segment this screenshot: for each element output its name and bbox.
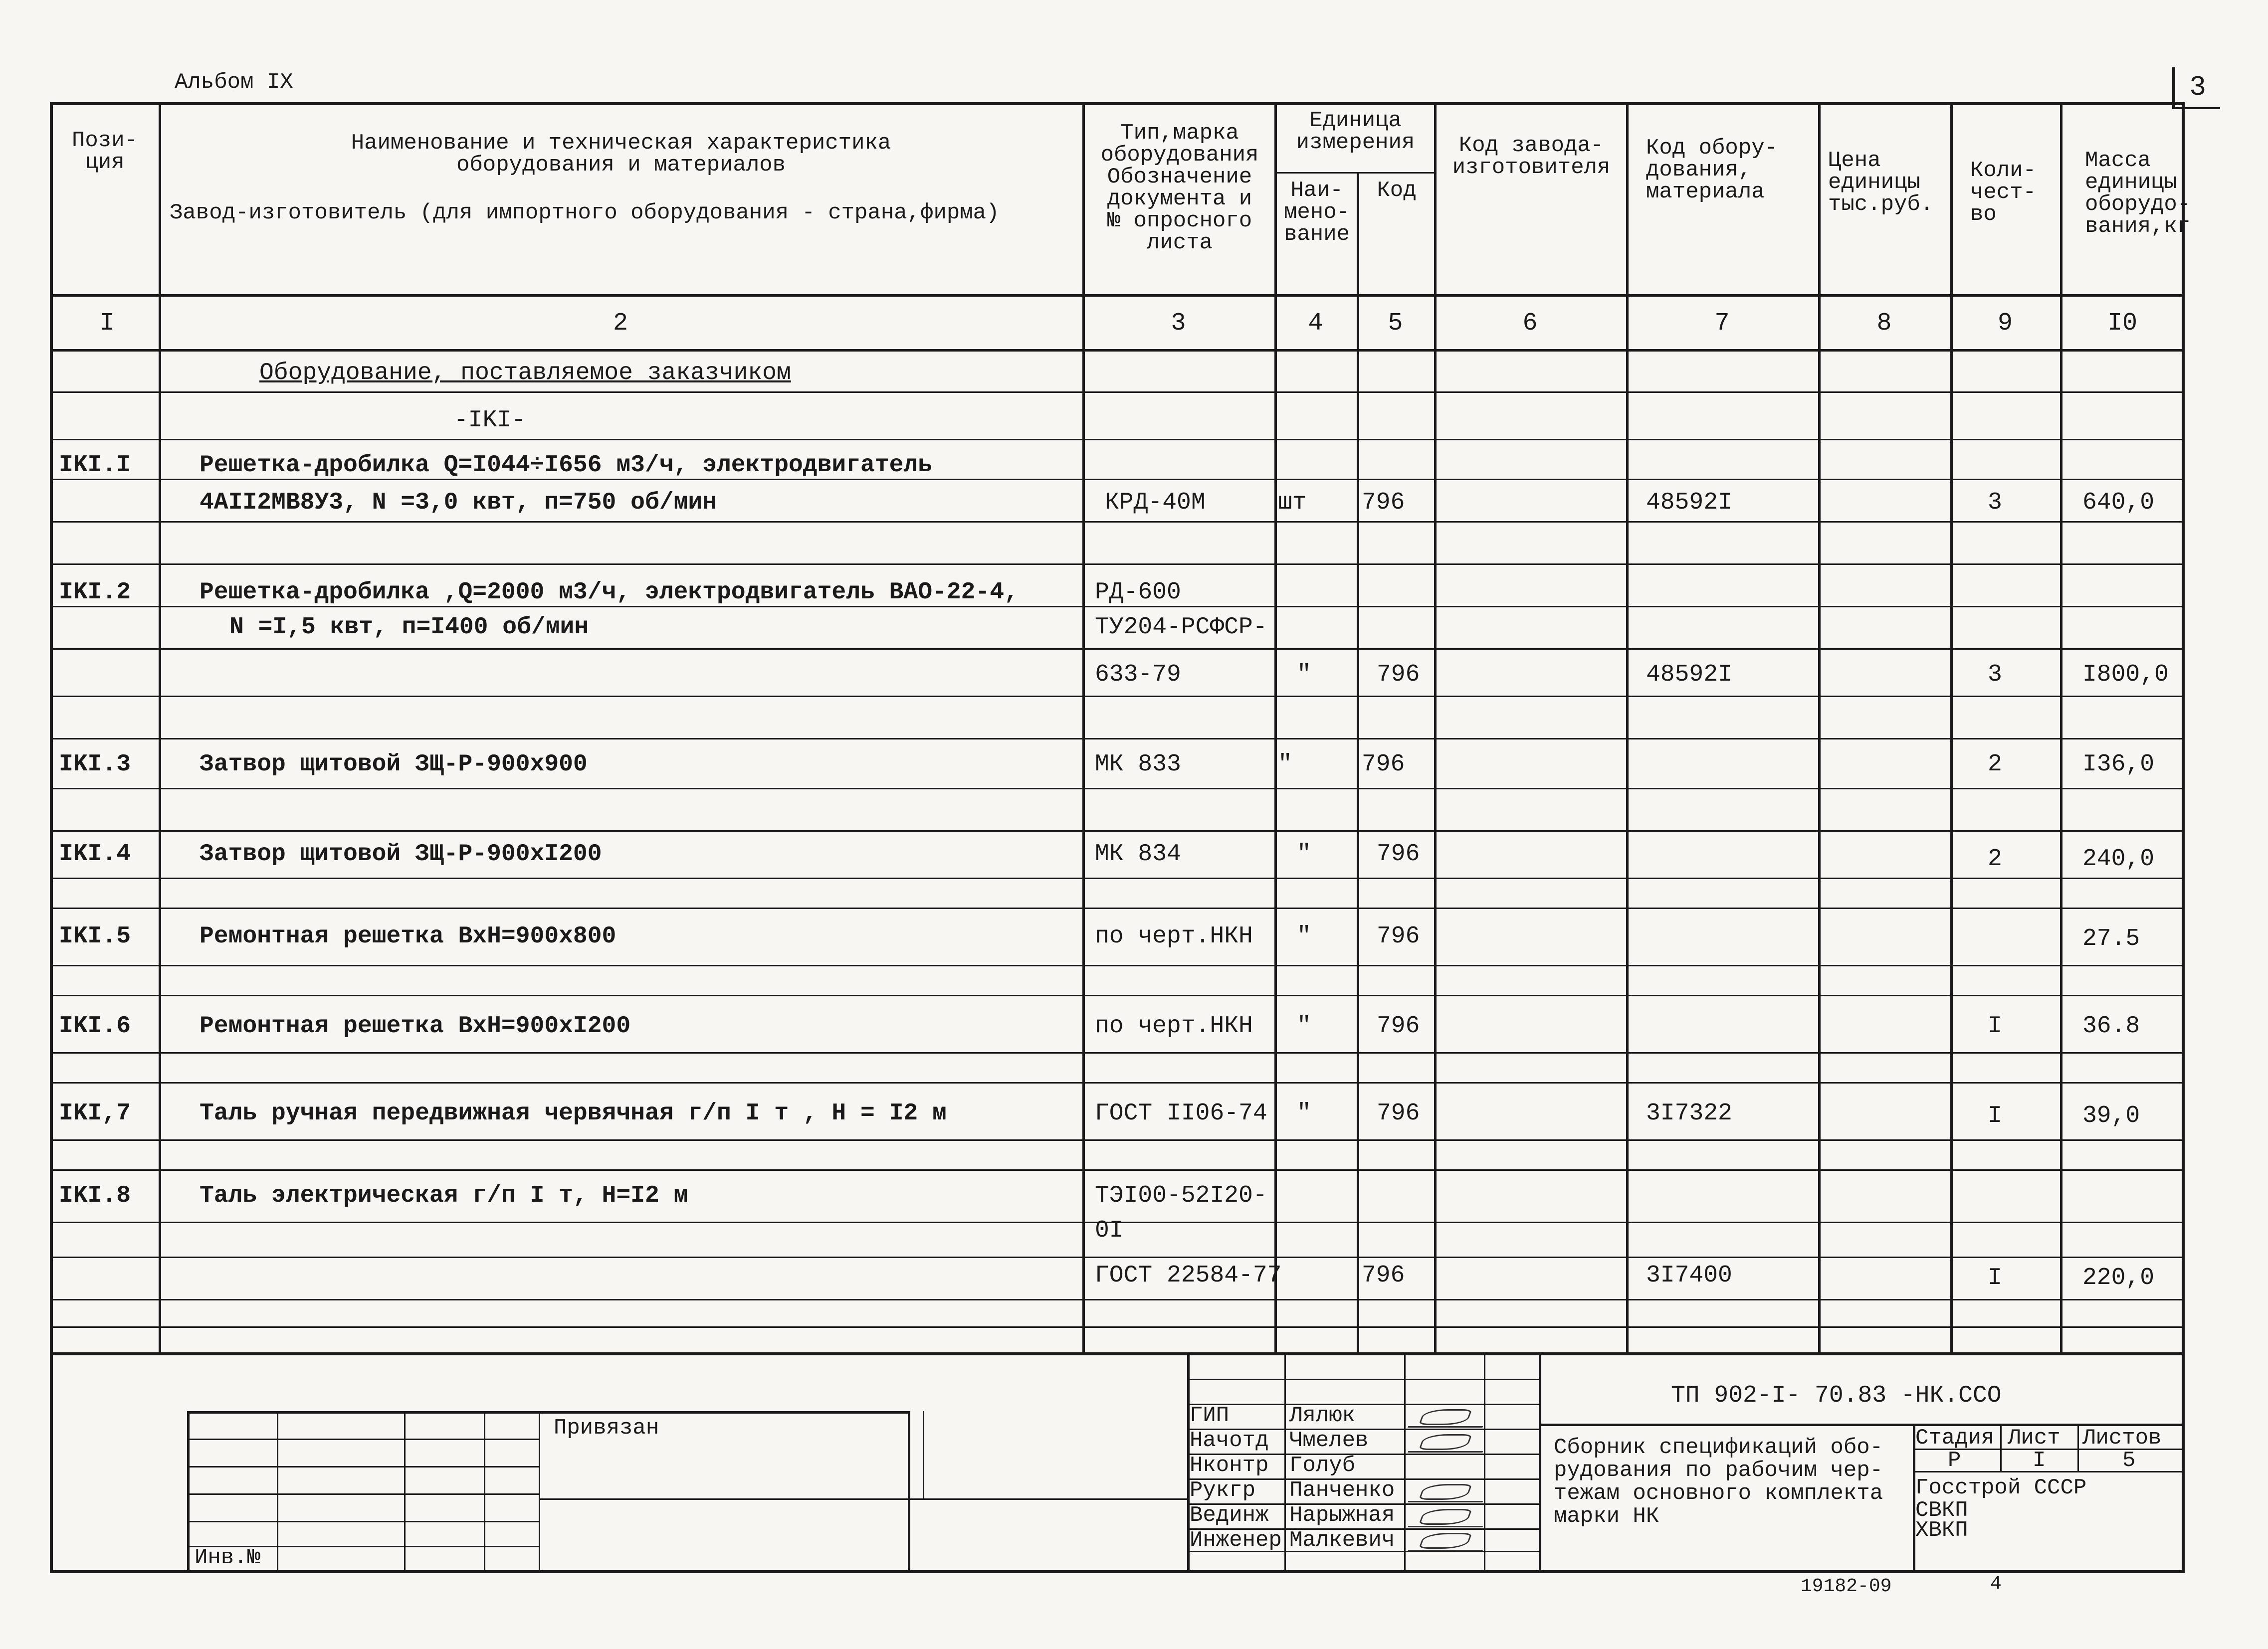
colnum-8: 8 — [1876, 309, 1892, 338]
sheet-label: Лист — [2008, 1426, 2061, 1451]
row-12-qty: I — [1988, 1265, 2002, 1291]
stamp-hline-3 — [187, 1493, 539, 1495]
header-position: Пози- ция — [71, 128, 138, 175]
colnum-6: 6 — [1522, 309, 1538, 338]
row-6-qty: 2 — [1988, 846, 2002, 873]
row-4-unit: " — [1297, 661, 1311, 688]
name-1: Чмелев — [1289, 1428, 1369, 1453]
row-rule — [50, 696, 2185, 697]
col-line-8 — [1950, 102, 1953, 1354]
stage-value: Р — [1948, 1448, 1961, 1473]
row-6-name: Затвор щитовой ЗЩ-Р-900хI200 — [200, 841, 602, 868]
row-7-name: Ремонтная решетка ВхН=900х800 — [200, 923, 617, 950]
stamp-vline-4 — [539, 1411, 540, 1571]
bottom-stamp: 19182-09 — [1801, 1576, 1892, 1597]
stage-vline-1 — [2000, 1424, 2002, 1471]
unit-header-line — [1274, 172, 1434, 174]
row-2-name: Решетка-дробилка ,Q=2000 м3/ч, электродвигатель ВАО-22-4, — [200, 579, 1019, 606]
colnum-1: I — [99, 309, 115, 338]
signature-4 — [1408, 1530, 1490, 1551]
bottom-mark: 4 — [1990, 1573, 2002, 1595]
privyazan-divider — [923, 1411, 924, 1498]
row-4-type: 633-79 — [1095, 661, 1181, 688]
row-1-unit: шт — [1278, 489, 1307, 516]
header-equip-code: Код обору- дования, материала — [1646, 136, 1778, 204]
header-price: Цена единицы тыс.руб. — [1828, 148, 1934, 217]
row-10-type: ТЭI00-52I20- — [1095, 1182, 1267, 1209]
row-0-name: Решетка-дробилка Q=I044÷I656 м3/ч, электродвигатель — [200, 452, 933, 479]
sheet-value: I — [2033, 1448, 2046, 1473]
name-0: Лялюк — [1289, 1403, 1356, 1428]
signature-0 — [1408, 1406, 1490, 1428]
row-rule — [50, 563, 2185, 565]
doc-code: ТП 902-I- 70.83 -НК.ССО — [1671, 1382, 2002, 1409]
row-rule — [50, 738, 2185, 739]
row-10-name: Таль электрическая г/п I т, Н=I2 м — [200, 1182, 688, 1209]
row-1-qty: 3 — [1988, 489, 2002, 516]
role-5: Инженер — [1190, 1528, 1282, 1553]
row-3-name: N =I,5 квт, п=I400 об/мин — [229, 614, 589, 641]
signature-3 — [1408, 1506, 1490, 1527]
sheet-number: 3 — [2172, 67, 2220, 109]
header-quantity: Коли- чест- во — [1970, 158, 2037, 227]
row-4-mass: I800,0 — [2082, 661, 2169, 688]
row-7-type: по черт.НКН — [1095, 923, 1253, 950]
row-12-type: ГОСТ 22584-77 — [1095, 1262, 1282, 1289]
header-manufacturer: Завод-изготовитель (для импортного оборудования - страна,фирма) — [170, 200, 1000, 225]
row-9-pos: IKI,7 — [59, 1100, 131, 1127]
row-7-code: 796 — [1377, 923, 1420, 950]
colnum-4: 4 — [1308, 309, 1323, 338]
row-rule — [50, 788, 2185, 789]
row-rule — [50, 995, 2185, 996]
row-7-unit: " — [1297, 923, 1311, 950]
colnum-7: 7 — [1714, 309, 1730, 338]
name-4: Нарыжная — [1289, 1503, 1395, 1528]
row-5-unit: " — [1278, 751, 1292, 778]
row-rule — [50, 439, 2185, 440]
sign-vline-2 — [1404, 1352, 1406, 1572]
row-5-pos: IKI.3 — [59, 751, 131, 778]
row-12-mass: 220,0 — [2082, 1265, 2155, 1291]
col-line-3 — [1274, 102, 1277, 1354]
row-3-type: ТУ204-РСФСР- — [1095, 614, 1267, 641]
sign-hline-0 — [1187, 1379, 1539, 1380]
row-1-type: КРД-40М — [1105, 489, 1206, 516]
row-8-code: 796 — [1377, 1013, 1420, 1040]
row-6-mass: 240,0 — [2082, 846, 2155, 873]
row-rule — [50, 1139, 2185, 1141]
row-12-code: 796 — [1362, 1262, 1405, 1289]
header-plant-code: Код завода- изготовителя — [1452, 133, 1611, 180]
role-0: ГИП — [1190, 1403, 1230, 1428]
row-6-pos: IKI.4 — [59, 841, 131, 868]
header-bottom-line — [50, 294, 2185, 297]
org-1: Госстрой СССР — [1915, 1475, 2087, 1500]
colnum-3: 3 — [1171, 309, 1186, 338]
header-name: Наименование и техническая характеристика оборудования и материалов — [351, 131, 891, 178]
col-line-5 — [1434, 102, 1437, 1354]
header-unit-name: Наи- мено- вание — [1283, 178, 1350, 247]
doc-description: Сборник спецификаций обо- рудования по рабочим чер- тежам основного комплекта марки НК — [1554, 1435, 1883, 1529]
row-9-equip-code: 3I7322 — [1646, 1100, 1732, 1127]
signature-2 — [1408, 1481, 1490, 1502]
row-9-name: Таль ручная передвижная червячная г/п I т , Н = I2 м — [200, 1100, 947, 1127]
col-line-1 — [159, 102, 161, 1354]
row-8-name: Ремонтная решетка ВхН=900хI200 — [200, 1013, 631, 1040]
row-2-type: РД-600 — [1095, 579, 1181, 606]
inv-label: Инв.№ — [195, 1545, 261, 1570]
header-mass: Масса единицы оборудо- вания,кг — [2085, 148, 2191, 239]
row-rule — [50, 1169, 2185, 1171]
row-4-qty: 3 — [1988, 661, 2002, 688]
colnum-9: 9 — [1997, 309, 2013, 338]
row-8-pos: IKI.6 — [59, 1013, 131, 1040]
stage-label: Стадия — [1915, 1426, 1995, 1451]
colnum-bottom-line — [50, 349, 2185, 352]
header-type: Тип,марка оборудования Обозначение документа и № опросного листа — [1100, 121, 1259, 255]
row-7-mass: 27.5 — [2082, 925, 2140, 952]
album-label: Альбом IX — [175, 70, 293, 95]
row-11-type: 0I — [1095, 1217, 1124, 1244]
col-line-9 — [2060, 102, 2062, 1354]
row-5-name: Затвор щитовой ЗЩ-Р-900х900 — [200, 751, 588, 778]
header-unit: Единица измерения — [1296, 108, 1415, 155]
col-line-6 — [1626, 102, 1629, 1354]
signature-1 — [1408, 1431, 1490, 1453]
title-block-top-line — [50, 1352, 2185, 1355]
row-9-mass: 39,0 — [2082, 1102, 2140, 1129]
row-rule — [50, 908, 2185, 909]
sheets-label: Листов — [2082, 1426, 2162, 1451]
sheets-value: 5 — [2122, 1448, 2136, 1473]
role-4: Вединж — [1190, 1503, 1269, 1528]
row-8-type: по черт.НКН — [1095, 1013, 1253, 1040]
privyazan-label: Привязан — [554, 1416, 659, 1441]
row-rule — [50, 1082, 2185, 1084]
row-1-code: 796 — [1362, 489, 1405, 516]
row-9-qty: I — [1988, 1102, 2002, 1129]
name-5: Малкевич — [1289, 1528, 1395, 1553]
row-rule — [50, 965, 2185, 966]
col-line-7 — [1818, 102, 1821, 1354]
row-6-code: 796 — [1377, 841, 1420, 868]
name-2: Голуб — [1289, 1453, 1356, 1478]
row-8-unit: " — [1297, 1013, 1311, 1040]
row-12-equip-code: 3I7400 — [1646, 1262, 1732, 1289]
col-line-2 — [1082, 102, 1085, 1354]
row-1-mass: 640,0 — [2082, 489, 2155, 516]
role-1: Начотд — [1190, 1428, 1269, 1453]
row-4-code: 796 — [1377, 661, 1420, 688]
row-8-mass: 36.8 — [2082, 1013, 2140, 1040]
row-8-qty: I — [1988, 1013, 2002, 1040]
row-10-pos: IKI.8 — [59, 1182, 131, 1209]
colnum-10: I0 — [2107, 309, 2137, 338]
row-7-pos: IKI.5 — [59, 923, 131, 950]
row-2-pos: IKI.2 — [59, 579, 131, 606]
left-stamp-grid — [187, 1411, 910, 1573]
subsection-title: -IKI- — [454, 407, 526, 434]
sign-vline-4 — [1539, 1352, 1541, 1572]
colnum-2: 2 — [613, 309, 628, 338]
stage-vline-2 — [2077, 1424, 2079, 1471]
row-1-equip-code: 48592I — [1646, 489, 1732, 516]
row-rule — [50, 1326, 2185, 1328]
stamp-hline-4 — [187, 1521, 539, 1522]
row-4-equip-code: 48592I — [1646, 661, 1732, 688]
row-6-unit: " — [1297, 841, 1311, 868]
privyazan-bottom-line — [539, 1498, 1187, 1500]
row-rule — [50, 1052, 2185, 1054]
colnum-5: 5 — [1388, 309, 1403, 338]
row-6-type: МК 834 — [1095, 841, 1181, 868]
row-9-code: 796 — [1377, 1100, 1420, 1127]
org-2: СВКП — [1915, 1498, 1968, 1523]
role-3: Рукгр — [1190, 1478, 1256, 1503]
row-rule — [50, 830, 2185, 832]
row-5-qty: 2 — [1988, 751, 2002, 778]
section-title: Оборудование, поставляемое заказчиком — [259, 360, 791, 386]
org-3: ХВКП — [1915, 1518, 1968, 1543]
row-5-mass: I36,0 — [2082, 751, 2155, 778]
row-9-unit: " — [1297, 1100, 1311, 1127]
row-5-code: 796 — [1362, 751, 1405, 778]
row-rule — [50, 878, 2185, 879]
row-9-type: ГОСТ II06-74 — [1095, 1100, 1267, 1127]
row-rule — [50, 648, 2185, 650]
sign-vline-1 — [1284, 1352, 1286, 1572]
row-1-name: 4АII2МВ8У3, N =3,0 квт, п=750 об/мин — [200, 489, 717, 516]
stamp-hline-1 — [187, 1439, 539, 1440]
row-rule — [50, 1257, 2185, 1258]
name-3: Панченко — [1289, 1478, 1395, 1503]
sign-hline-1 — [1187, 1404, 1539, 1405]
role-2: Нконтр — [1190, 1453, 1269, 1478]
stamp-hline-2 — [187, 1466, 539, 1467]
row-rule — [50, 521, 2185, 523]
row-5-type: МК 833 — [1095, 751, 1181, 778]
header-unit-code: Код — [1377, 178, 1417, 203]
row-rule — [50, 1299, 2185, 1300]
row-0-pos: IKI.I — [59, 452, 131, 479]
row-rule — [50, 391, 2185, 393]
